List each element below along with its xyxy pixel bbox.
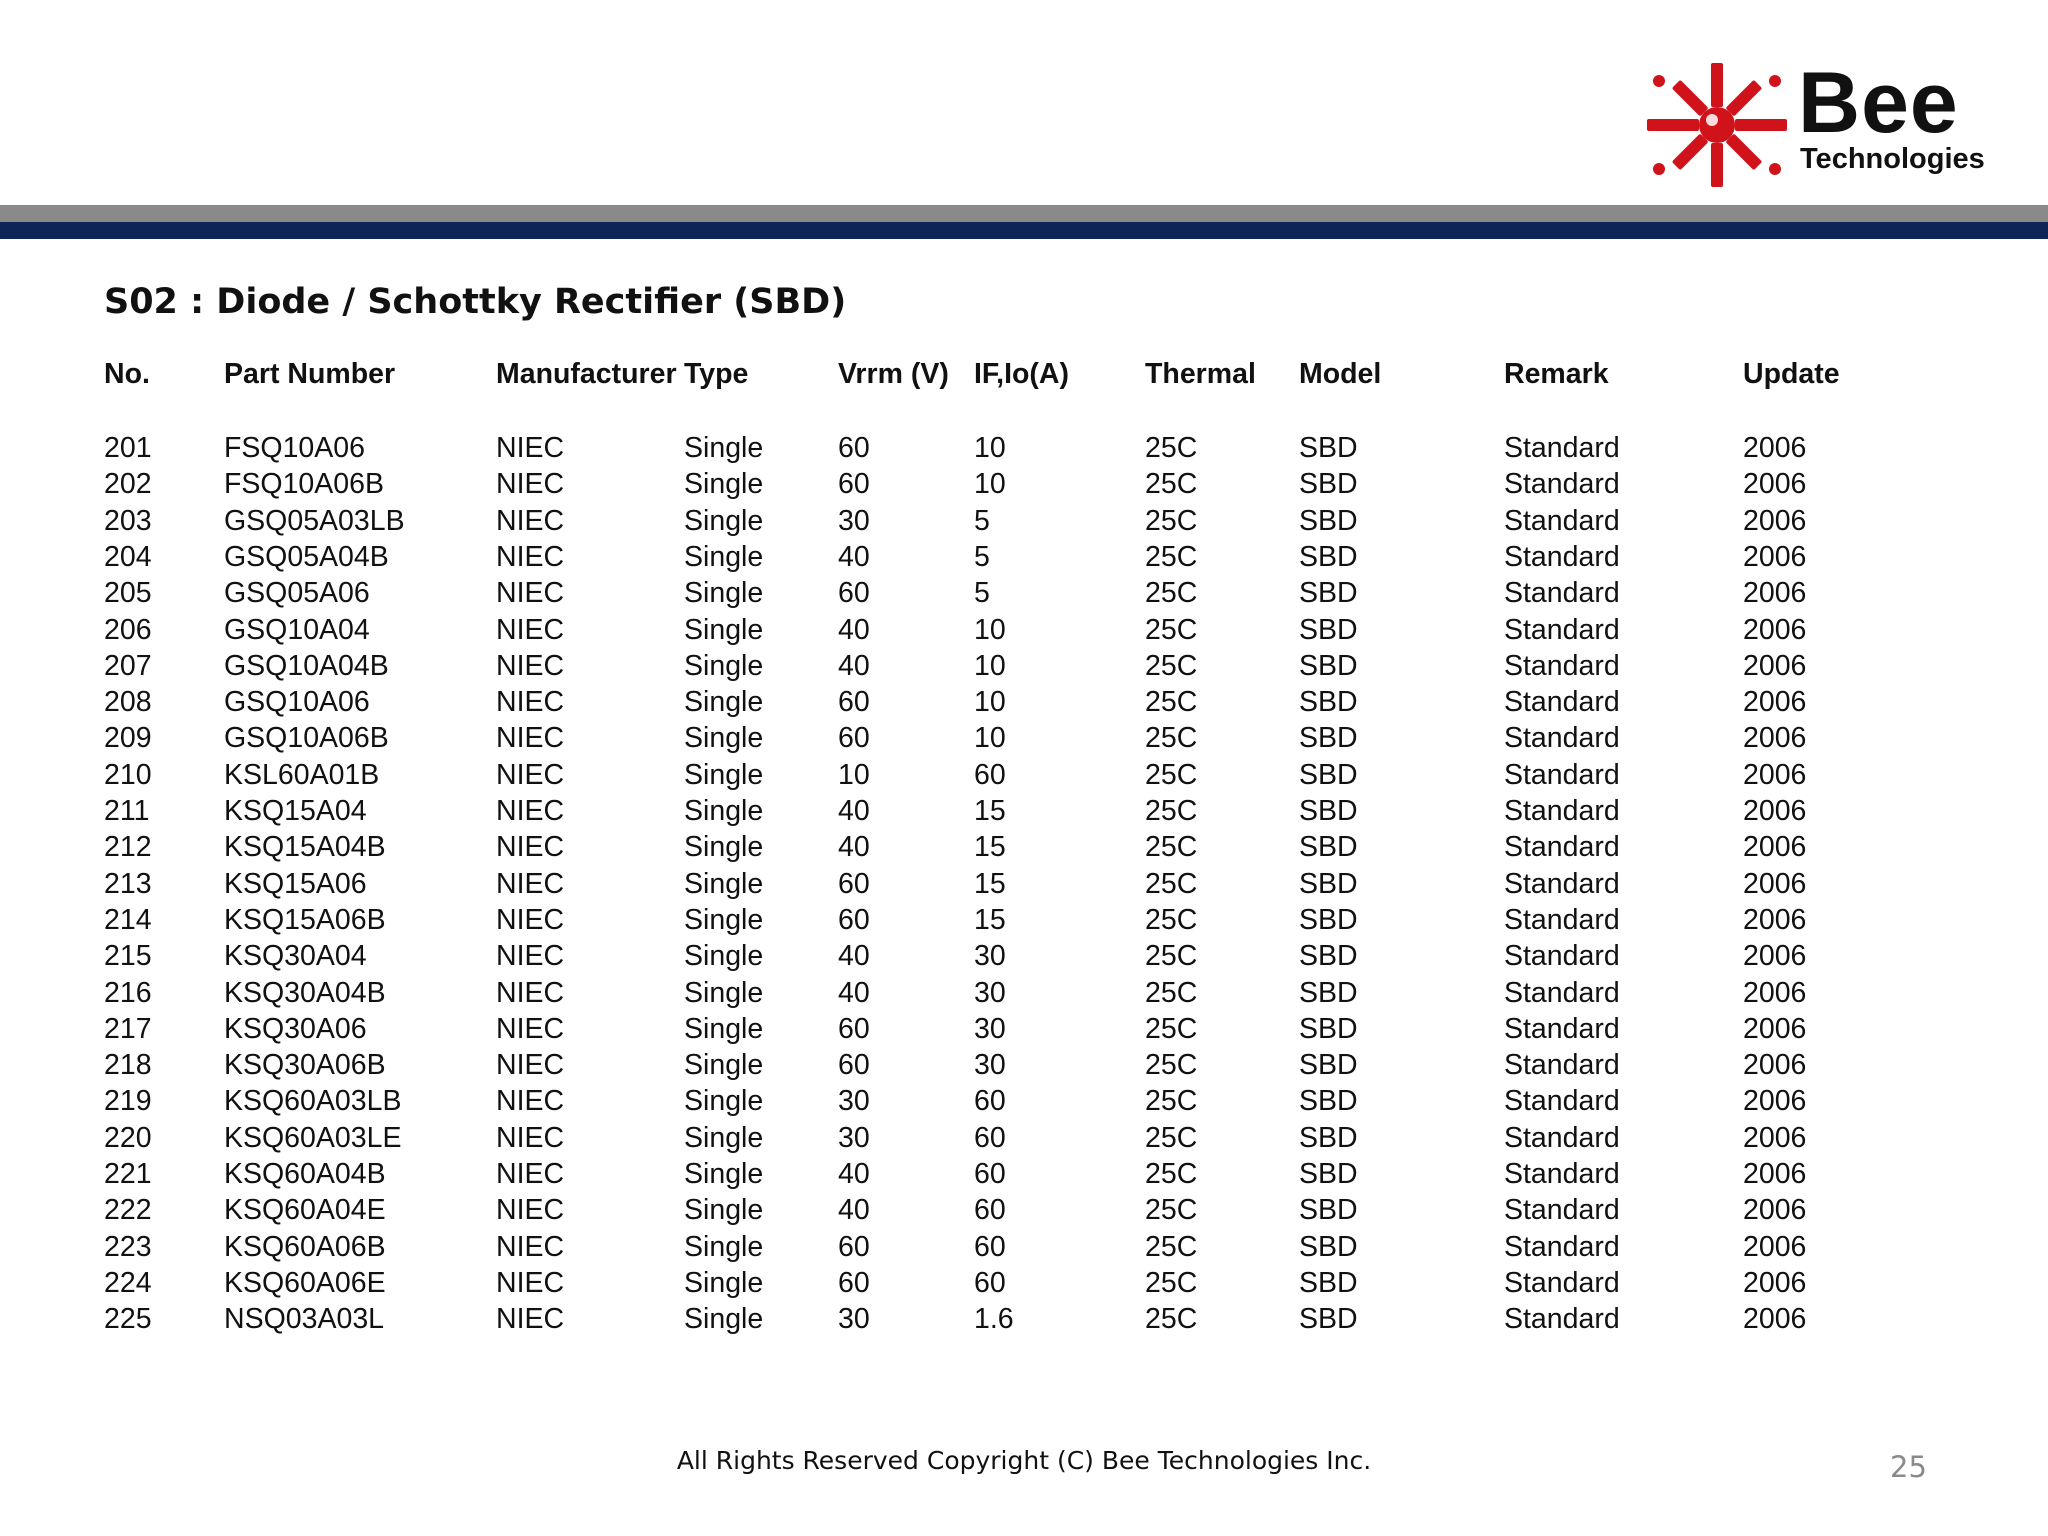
cell-thermal: 25C — [1145, 1121, 1198, 1154]
cell-update: 2006 — [1743, 1158, 1807, 1190]
cell-update: 2006 — [1743, 1085, 1807, 1118]
cell-mfr: NIEC — [496, 758, 565, 791]
cell-thermal: 25C — [1145, 976, 1198, 1009]
cell-type: Single — [684, 867, 764, 900]
cell-thermal: 25C — [1145, 1049, 1198, 1082]
cell-part: GSQ05A06 — [224, 577, 370, 610]
cell-part: FSQ10A06B — [224, 468, 385, 501]
cell-model: SBD — [1299, 1266, 1358, 1299]
cell-update: 2006 — [1743, 758, 1807, 791]
cell-if: 5 — [974, 540, 990, 573]
table-row — [0, 1303, 2048, 1339]
cell-vrrm: 40 — [838, 795, 870, 827]
cell-if: 15 — [974, 903, 1006, 936]
cell-thermal: 25C — [1145, 577, 1198, 610]
cell-model: SBD — [1299, 903, 1358, 936]
cell-update: 2006 — [1743, 795, 1807, 827]
cell-vrrm: 60 — [838, 577, 870, 610]
cell-no: 222 — [104, 1194, 152, 1227]
cell-if: 60 — [974, 1121, 1006, 1154]
cell-part: KSQ60A03LE — [224, 1121, 402, 1154]
cell-mfr: NIEC — [496, 1085, 565, 1118]
header-type: Type — [684, 358, 749, 390]
cell-vrrm: 60 — [838, 903, 870, 936]
cell-type: Single — [684, 940, 764, 973]
table-row — [0, 1122, 2048, 1158]
cell-remark: Standard — [1504, 577, 1620, 610]
table-row — [0, 1267, 2048, 1303]
cell-if: 10 — [974, 686, 1006, 719]
cell-mfr: NIEC — [496, 831, 565, 864]
cell-vrrm: 30 — [838, 504, 870, 537]
copyright-footer: All Rights Reserved Copyright (C) Bee Technologies Inc. — [676, 1446, 1372, 1475]
cell-mfr: NIEC — [496, 432, 565, 464]
cell-type: Single — [684, 758, 764, 791]
cell-type: Single — [684, 722, 764, 755]
cell-if: 1.6 — [974, 1303, 1014, 1336]
page-title: S02 : Diode / Schottky Rectifier (SBD) — [104, 282, 847, 322]
cell-part: GSQ05A03LB — [224, 504, 405, 537]
cell-if: 10 — [974, 722, 1006, 755]
cell-part: KSQ15A06B — [224, 903, 386, 936]
cell-remark: Standard — [1504, 468, 1620, 501]
cell-thermal: 25C — [1145, 1230, 1198, 1263]
cell-if: 60 — [974, 1085, 1006, 1118]
cell-if: 10 — [974, 432, 1006, 464]
cell-no: 224 — [104, 1266, 152, 1299]
header-part-number: Part Number — [224, 358, 396, 390]
cell-part: KSQ60A04E — [224, 1194, 386, 1227]
logo-wordmark: Bee — [1798, 55, 1959, 151]
cell-type: Single — [684, 540, 764, 573]
cell-model: SBD — [1299, 976, 1358, 1009]
cell-remark: Standard — [1504, 1266, 1620, 1299]
cell-vrrm: 30 — [838, 1085, 870, 1118]
cell-if: 10 — [974, 468, 1006, 501]
cell-mfr: NIEC — [496, 1121, 565, 1154]
cell-if: 10 — [974, 649, 1006, 682]
cell-model: SBD — [1299, 686, 1358, 719]
cell-mfr: NIEC — [496, 976, 565, 1009]
cell-thermal: 25C — [1145, 1303, 1198, 1336]
cell-type: Single — [684, 831, 764, 864]
header-manufacturer: Manufacturer — [496, 358, 677, 390]
header-thermal: Thermal — [1145, 358, 1256, 390]
cell-part: KSQ15A04B — [224, 831, 386, 864]
table-row — [0, 1194, 2048, 1230]
table-row — [0, 468, 2048, 504]
cell-part: KSQ60A06B — [224, 1230, 386, 1263]
cell-remark: Standard — [1504, 1012, 1620, 1045]
cell-update: 2006 — [1743, 940, 1807, 973]
cell-update: 2006 — [1743, 686, 1807, 719]
cell-vrrm: 60 — [838, 468, 870, 501]
cell-no: 212 — [104, 831, 152, 864]
cell-mfr: NIEC — [496, 722, 565, 755]
cell-if: 15 — [974, 831, 1006, 864]
cell-no: 208 — [104, 686, 152, 719]
cell-part: KSQ30A04B — [224, 976, 386, 1009]
cell-vrrm: 60 — [838, 1230, 870, 1263]
cell-model: SBD — [1299, 1085, 1358, 1118]
cell-remark: Standard — [1504, 649, 1620, 682]
header-band-gray — [0, 205, 2048, 222]
cell-thermal: 25C — [1145, 1266, 1198, 1299]
cell-model: SBD — [1299, 1230, 1358, 1263]
cell-thermal: 25C — [1145, 795, 1198, 827]
cell-no: 202 — [104, 468, 152, 501]
cell-update: 2006 — [1743, 1012, 1807, 1045]
header-model: Model — [1299, 358, 1382, 390]
cell-mfr: NIEC — [496, 504, 565, 537]
cell-no: 207 — [104, 649, 152, 682]
cell-no: 221 — [104, 1158, 152, 1190]
cell-vrrm: 40 — [838, 1158, 870, 1190]
cell-part: KSQ60A06E — [224, 1266, 386, 1299]
cell-remark: Standard — [1504, 1230, 1620, 1263]
cell-vrrm: 30 — [838, 1303, 870, 1336]
cell-model: SBD — [1299, 940, 1358, 973]
cell-part: NSQ03A03L — [224, 1303, 385, 1336]
cell-vrrm: 40 — [838, 976, 870, 1009]
cell-update: 2006 — [1743, 540, 1807, 573]
cell-part: KSQ60A04B — [224, 1158, 386, 1190]
cell-remark: Standard — [1504, 867, 1620, 900]
cell-type: Single — [684, 1121, 764, 1154]
table-row — [0, 650, 2048, 686]
cell-type: Single — [684, 432, 764, 464]
cell-remark: Standard — [1504, 1194, 1620, 1227]
cell-if: 30 — [974, 976, 1006, 1009]
cell-remark: Standard — [1504, 758, 1620, 791]
cell-remark: Standard — [1504, 1158, 1620, 1190]
cell-type: Single — [684, 903, 764, 936]
cell-if: 60 — [974, 1266, 1006, 1299]
cell-if: 30 — [974, 940, 1006, 973]
table-row — [0, 977, 2048, 1013]
cell-vrrm: 40 — [838, 1194, 870, 1227]
cell-if: 60 — [974, 1230, 1006, 1263]
cell-vrrm: 40 — [838, 540, 870, 573]
cell-model: SBD — [1299, 758, 1358, 791]
cell-remark: Standard — [1504, 1303, 1620, 1336]
cell-type: Single — [684, 976, 764, 1009]
cell-model: SBD — [1299, 867, 1358, 900]
table-row — [0, 795, 2048, 831]
cell-mfr: NIEC — [496, 1158, 565, 1190]
header-if: IF,Io(A) — [974, 358, 1069, 390]
cell-model: SBD — [1299, 649, 1358, 682]
cell-remark: Standard — [1504, 432, 1620, 464]
cell-thermal: 25C — [1145, 468, 1198, 501]
cell-remark: Standard — [1504, 504, 1620, 537]
cell-model: SBD — [1299, 831, 1358, 864]
cell-update: 2006 — [1743, 649, 1807, 682]
cell-update: 2006 — [1743, 722, 1807, 755]
table-row — [0, 940, 2048, 976]
cell-vrrm: 60 — [838, 1266, 870, 1299]
cell-vrrm: 60 — [838, 867, 870, 900]
cell-remark: Standard — [1504, 613, 1620, 646]
cell-type: Single — [684, 795, 764, 827]
cell-if: 30 — [974, 1012, 1006, 1045]
cell-update: 2006 — [1743, 468, 1807, 501]
table-row — [0, 1158, 2048, 1194]
cell-part: GSQ10A06B — [224, 722, 389, 755]
cell-no: 217 — [104, 1012, 152, 1045]
cell-model: SBD — [1299, 722, 1358, 755]
cell-update: 2006 — [1743, 1266, 1807, 1299]
cell-update: 2006 — [1743, 903, 1807, 936]
table-row — [0, 1049, 2048, 1085]
cell-mfr: NIEC — [496, 795, 565, 827]
cell-update: 2006 — [1743, 613, 1807, 646]
cell-model: SBD — [1299, 1012, 1358, 1045]
cell-thermal: 25C — [1145, 649, 1198, 682]
cell-model: SBD — [1299, 577, 1358, 610]
cell-mfr: NIEC — [496, 613, 565, 646]
cell-model: SBD — [1299, 1049, 1358, 1082]
cell-no: 209 — [104, 722, 152, 755]
cell-vrrm: 60 — [838, 1012, 870, 1045]
cell-remark: Standard — [1504, 686, 1620, 719]
table-row — [0, 722, 2048, 758]
cell-update: 2006 — [1743, 867, 1807, 900]
cell-part: KSQ30A04 — [224, 940, 367, 973]
cell-part: GSQ05A04B — [224, 540, 389, 573]
cell-thermal: 25C — [1145, 686, 1198, 719]
page-number: 25 — [1890, 1450, 1927, 1484]
cell-part: KSQ30A06 — [224, 1012, 367, 1045]
cell-mfr: NIEC — [496, 686, 565, 719]
cell-part: GSQ10A04B — [224, 649, 389, 682]
cell-type: Single — [684, 1303, 764, 1336]
cell-if: 10 — [974, 613, 1006, 646]
cell-if: 30 — [974, 1049, 1006, 1082]
cell-thermal: 25C — [1145, 1158, 1198, 1190]
cell-vrrm: 60 — [838, 432, 870, 464]
table-row — [0, 1231, 2048, 1267]
cell-remark: Standard — [1504, 940, 1620, 973]
cell-type: Single — [684, 577, 764, 610]
table-row — [0, 868, 2048, 904]
cell-mfr: NIEC — [496, 1049, 565, 1082]
logo-subtitle: Technologies — [1800, 143, 1985, 175]
cell-model: SBD — [1299, 613, 1358, 646]
cell-mfr: NIEC — [496, 468, 565, 501]
cell-remark: Standard — [1504, 722, 1620, 755]
cell-vrrm: 60 — [838, 1049, 870, 1082]
cell-type: Single — [684, 1266, 764, 1299]
cell-thermal: 25C — [1145, 540, 1198, 573]
cell-update: 2006 — [1743, 1049, 1807, 1082]
cell-update: 2006 — [1743, 504, 1807, 537]
cell-no: 219 — [104, 1085, 152, 1118]
cell-thermal: 25C — [1145, 867, 1198, 900]
cell-remark: Standard — [1504, 1049, 1620, 1082]
cell-part: FSQ10A06 — [224, 432, 365, 464]
cell-remark: Standard — [1504, 1121, 1620, 1154]
cell-mfr: NIEC — [496, 577, 565, 610]
cell-vrrm: 40 — [838, 940, 870, 973]
cell-mfr: NIEC — [496, 540, 565, 573]
cell-part: GSQ10A06 — [224, 686, 370, 719]
cell-thermal: 25C — [1145, 613, 1198, 646]
cell-update: 2006 — [1743, 1230, 1807, 1263]
cell-type: Single — [684, 1230, 764, 1263]
cell-thermal: 25C — [1145, 1085, 1198, 1118]
cell-if: 15 — [974, 867, 1006, 900]
cell-if: 60 — [974, 1158, 1006, 1190]
header-remark: Remark — [1504, 358, 1609, 390]
cell-model: SBD — [1299, 468, 1358, 501]
table-row — [0, 759, 2048, 795]
cell-thermal: 25C — [1145, 903, 1198, 936]
cell-if: 60 — [974, 1194, 1006, 1227]
table-row — [0, 432, 2048, 468]
cell-update: 2006 — [1743, 577, 1807, 610]
header-no: No. — [104, 358, 150, 390]
cell-model: SBD — [1299, 540, 1358, 573]
cell-mfr: NIEC — [496, 867, 565, 900]
cell-vrrm: 60 — [838, 722, 870, 755]
cell-mfr: NIEC — [496, 649, 565, 682]
cell-no: 203 — [104, 504, 152, 537]
cell-remark: Standard — [1504, 976, 1620, 1009]
header-update: Update — [1743, 358, 1840, 390]
cell-thermal: 25C — [1145, 758, 1198, 791]
cell-part: GSQ10A04 — [224, 613, 370, 646]
cell-remark: Standard — [1504, 831, 1620, 864]
cell-part: KSQ30A06B — [224, 1049, 386, 1082]
cell-no: 215 — [104, 940, 152, 973]
cell-vrrm: 10 — [838, 758, 870, 791]
cell-type: Single — [684, 468, 764, 501]
cell-type: Single — [684, 1049, 764, 1082]
cell-mfr: NIEC — [496, 1230, 565, 1263]
cell-no: 211 — [104, 795, 150, 827]
table-row — [0, 686, 2048, 722]
cell-if: 60 — [974, 758, 1006, 791]
cell-thermal: 25C — [1145, 1012, 1198, 1045]
cell-model: SBD — [1299, 432, 1358, 464]
cell-mfr: NIEC — [496, 1303, 565, 1336]
cell-no: 214 — [104, 903, 152, 936]
cell-mfr: NIEC — [496, 940, 565, 973]
header-band-navy — [0, 222, 2048, 239]
cell-model: SBD — [1299, 504, 1358, 537]
cell-model: SBD — [1299, 1158, 1358, 1190]
cell-update: 2006 — [1743, 432, 1807, 464]
cell-no: 201 — [104, 432, 152, 464]
cell-type: Single — [684, 1012, 764, 1045]
cell-remark: Standard — [1504, 1085, 1620, 1118]
cell-thermal: 25C — [1145, 722, 1198, 755]
cell-update: 2006 — [1743, 1303, 1807, 1336]
cell-no: 225 — [104, 1303, 152, 1336]
table-row — [0, 614, 2048, 650]
cell-no: 204 — [104, 540, 152, 573]
cell-update: 2006 — [1743, 1121, 1807, 1154]
cell-no: 206 — [104, 613, 152, 646]
cell-vrrm: 60 — [838, 686, 870, 719]
cell-model: SBD — [1299, 1303, 1358, 1336]
cell-model: SBD — [1299, 1194, 1358, 1227]
cell-type: Single — [684, 1158, 764, 1190]
cell-no: 205 — [104, 577, 152, 610]
cell-if: 15 — [974, 795, 1006, 827]
table-row — [0, 541, 2048, 577]
cell-update: 2006 — [1743, 831, 1807, 864]
cell-vrrm: 40 — [838, 613, 870, 646]
cell-no: 216 — [104, 976, 152, 1009]
cell-vrrm: 40 — [838, 831, 870, 864]
cell-thermal: 25C — [1145, 504, 1198, 537]
cell-part: KSQ15A04 — [224, 795, 367, 827]
cell-type: Single — [684, 504, 764, 537]
table-row — [0, 505, 2048, 541]
cell-mfr: NIEC — [496, 1012, 565, 1045]
cell-update: 2006 — [1743, 1194, 1807, 1227]
cell-model: SBD — [1299, 1121, 1358, 1154]
cell-type: Single — [684, 1085, 764, 1118]
cell-type: Single — [684, 613, 764, 646]
cell-remark: Standard — [1504, 540, 1620, 573]
cell-no: 213 — [104, 867, 152, 900]
cell-remark: Standard — [1504, 795, 1620, 827]
cell-if: 5 — [974, 577, 990, 610]
cell-part: KSQ60A03LB — [224, 1085, 402, 1118]
cell-vrrm: 40 — [838, 649, 870, 682]
cell-part: KSL60A01B — [224, 758, 380, 791]
cell-update: 2006 — [1743, 976, 1807, 1009]
cell-vrrm: 30 — [838, 1121, 870, 1154]
cell-part: KSQ15A06 — [224, 867, 367, 900]
table-row — [0, 577, 2048, 613]
table-row — [0, 904, 2048, 940]
cell-no: 223 — [104, 1230, 152, 1263]
cell-mfr: NIEC — [496, 1194, 565, 1227]
cell-thermal: 25C — [1145, 432, 1198, 464]
cell-no: 218 — [104, 1049, 152, 1082]
cell-mfr: NIEC — [496, 1266, 565, 1299]
cell-if: 5 — [974, 504, 990, 537]
cell-type: Single — [684, 686, 764, 719]
table-row — [0, 1013, 2048, 1049]
cell-thermal: 25C — [1145, 940, 1198, 973]
cell-thermal: 25C — [1145, 1194, 1198, 1227]
cell-type: Single — [684, 649, 764, 682]
cell-no: 210 — [104, 758, 152, 791]
table-row — [0, 831, 2048, 867]
header-vrrm: Vrrm (V) — [838, 358, 949, 390]
cell-no: 220 — [104, 1121, 152, 1154]
cell-type: Single — [684, 1194, 764, 1227]
table-row — [0, 1085, 2048, 1121]
cell-thermal: 25C — [1145, 831, 1198, 864]
cell-mfr: NIEC — [496, 903, 565, 936]
cell-model: SBD — [1299, 795, 1358, 827]
cell-remark: Standard — [1504, 903, 1620, 936]
